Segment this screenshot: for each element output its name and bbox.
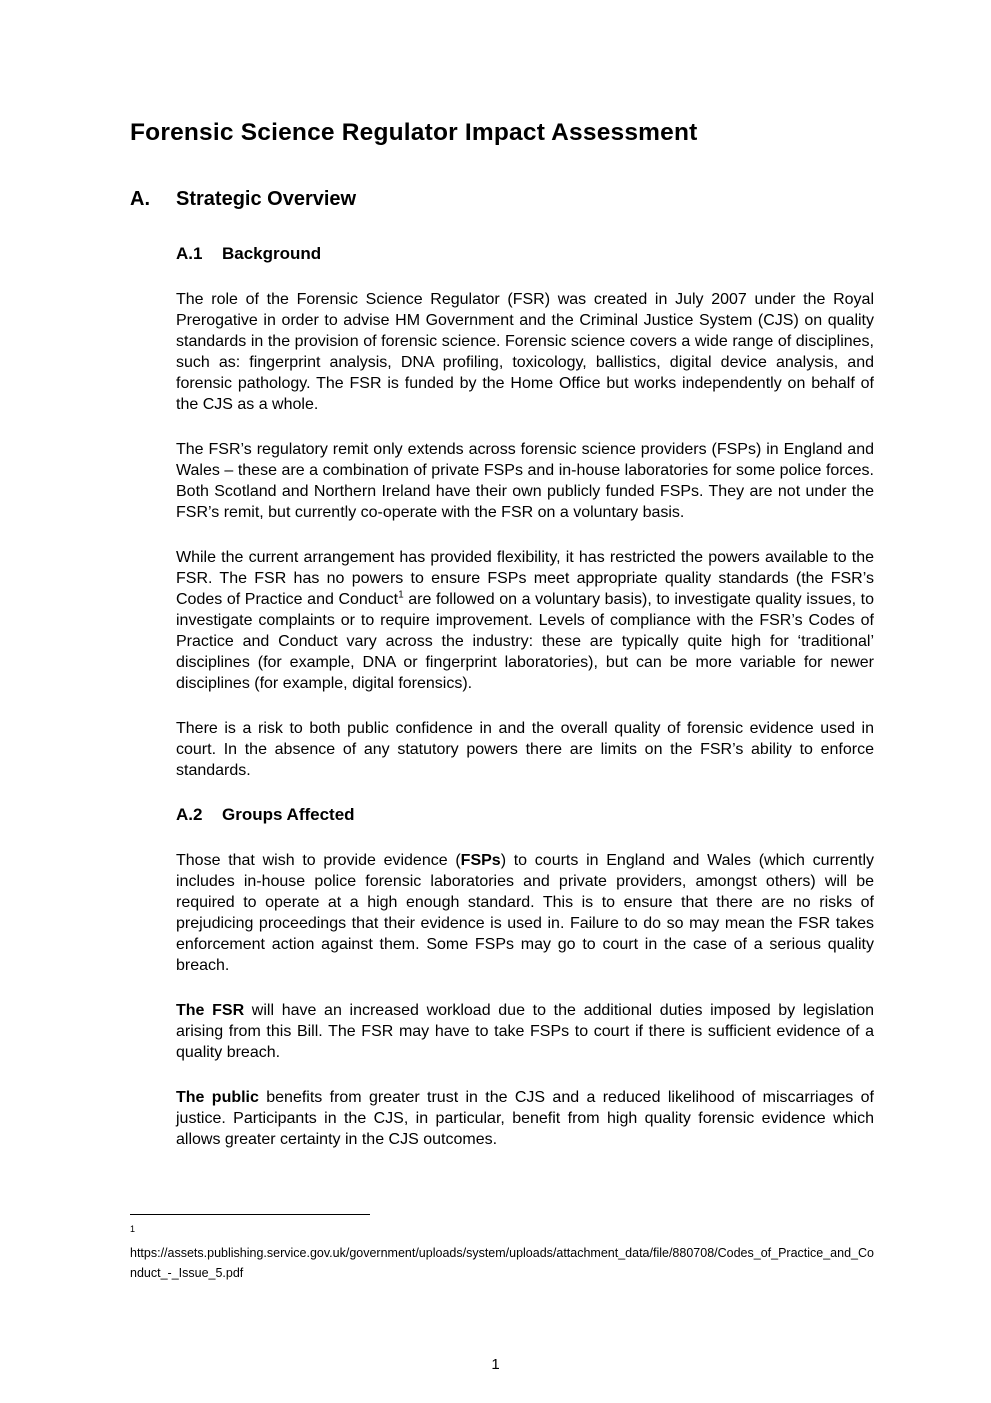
paragraph-text: will have an increased workload due to the additional duties imposed by legislation arising from this Bill. The FSR may have to take FSPs to court if there is sufficient evidence of a quality breach.	[176, 1002, 874, 1061]
section-title: Strategic Overview	[176, 188, 357, 210]
footnote-area	[130, 1214, 874, 1283]
footnote-divider	[130, 1214, 370, 1215]
paragraph-text: benefits from greater trust in the CJS and a reduced likelihood of miscarriages of justice. Participants in the CJS, in particular, benefit from high quality forensic evidence which allows greater certainty in the CJS outcomes.	[176, 1089, 874, 1148]
document-title: Forensic Science Regulator Impact Assessment	[130, 119, 698, 146]
subsection-heading-a1	[176, 244, 874, 264]
bold-text: The public	[176, 1089, 259, 1106]
paragraph-groups-1	[176, 850, 874, 976]
paragraph-groups-2	[176, 1000, 874, 1063]
paragraph-background-1: The role of the Forensic Science Regulator (FSR) was created in July 2007 under the Royal Prerogative in order to advise HM Government and the Criminal Justice System (CJS) on quality standards in the provision of forensic science. Forensic science covers a wide range of disciplines, such as: fingerprint analysis, DNA profiling, toxicology, ballistics, digital device analysis, and forensic pathology. The FSR is funded by the Home Office but works independently on behalf of the CJS as a whole.	[176, 291, 874, 413]
section-body	[176, 244, 874, 1150]
paragraph-background-4: There is a risk to both public confidence in and the overall quality of forensic evidence used in court. In the absence of any statutory powers there are limits on the FSR’s ability to enforce standards.	[176, 720, 874, 779]
page-number: 1	[491, 1356, 500, 1373]
subsection-number: A.2	[176, 805, 203, 824]
paragraph-text: Those that wish to provide evidence (	[176, 852, 461, 869]
footnote-marker: 1	[130, 1224, 136, 1234]
paragraph-groups-3	[176, 1087, 874, 1150]
paragraph-text: ) to courts in England and Wales (which currently includes in-house police forensic laboratories and private providers, amongst others) will be required to operate at a high enough standard. This is to ensure that there are no risks of prejudicing proceedings that their evidence is used in. Failure to do so may mean the FSR takes enforcement action against them. Some FSPs may go to court in the case of a serious quality breach.	[176, 852, 874, 974]
paragraph-text: While the current arrangement has provided flexibility, it has restricted the powers available to the FSR. The FSR has no powers to ensure FSPs meet appropriate quality standards (the FSR’s Codes of Practice and Conduct	[176, 549, 874, 608]
bold-text: FSPs	[460, 852, 501, 869]
subsection-heading-a2	[176, 805, 874, 825]
paragraph-background-2: The FSR’s regulatory remit only extends across forensic science providers (FSPs) in England and Wales – these are a combination of private FSPs and in-house laboratories for some police forces. Both Scotland and Northern Ireland have their own publicly funded FSPs. They are not under the FSR’s remit, but currently co-operate with the FSR on a voluntary basis.	[176, 441, 874, 521]
footnote-url: https://assets.publishing.service.gov.uk/government/uploads/system/uploads/attachment_data/file/880708/Codes_of_Practice_and_Conduct_-_Issue_5.pdf	[130, 1246, 874, 1280]
subsection-title: Groups Affected	[222, 805, 355, 824]
subsection-title: Background	[222, 244, 322, 263]
paragraph-background-3	[176, 547, 874, 694]
bold-text: The FSR	[176, 1002, 245, 1019]
subsection-number: A.1	[176, 244, 203, 263]
section-number: A.	[130, 188, 150, 210]
footnote-reference: 1	[398, 589, 404, 601]
section-heading-a	[130, 188, 874, 211]
paragraph-text: are followed on a voluntary basis), to investigate quality issues, to investigate complaints or to require improvement. Levels of compliance with the FSR’s Codes of Practice and Conduct vary across the industry: these are typically quite high for ‘traditional’ disciplines (for example, DNA or fingerprint laboratories), but can be more variable for newer disciplines (for example, digital forensics).	[176, 591, 874, 692]
